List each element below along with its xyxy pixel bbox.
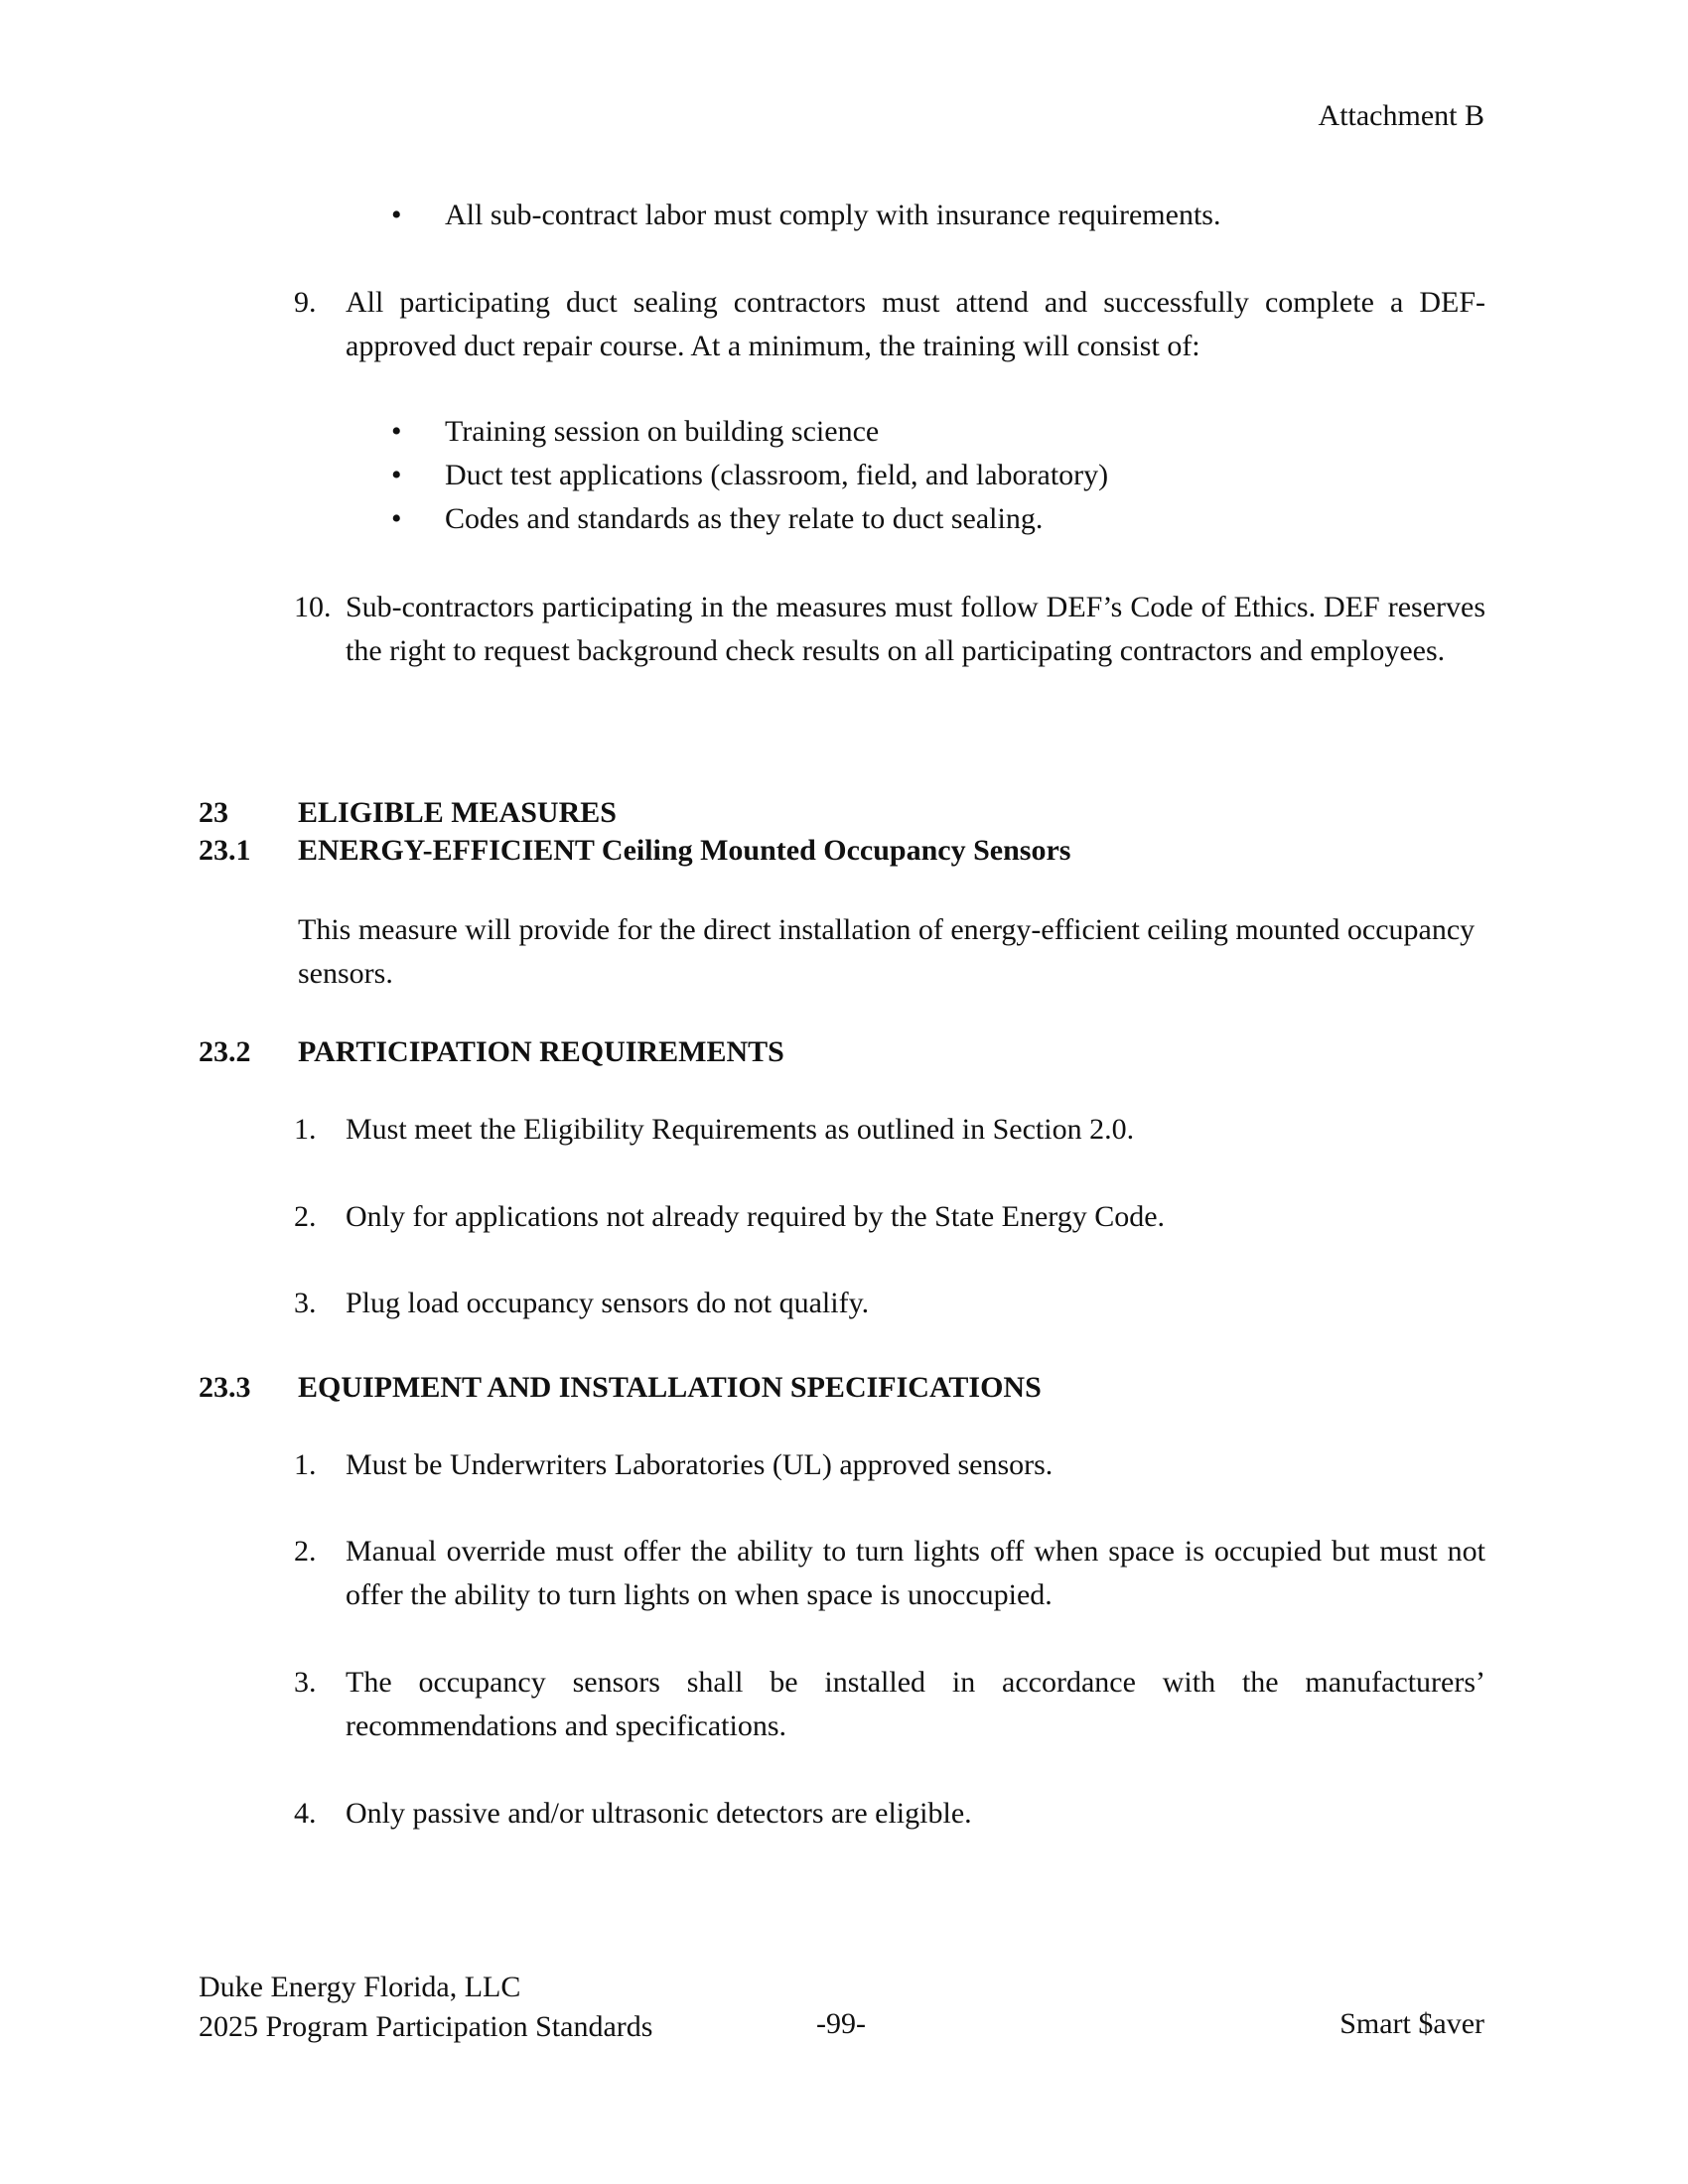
section-title: EQUIPMENT AND INSTALLATION SPECIFICATIONS [298,1371,1042,1404]
item-number: 9. [294,286,317,319]
bullet-icon: • [391,199,402,231]
section-title: ENERGY-EFFICIENT Ceiling Mounted Occupancy Sensors [298,834,1071,867]
item-text: All participating duct sealing contractors must attend and successfully complete a DEF-approved duct repair course. At a minimum, the training will consist of: [346,286,1485,362]
section-paragraph: This measure will provide for the direct installation of energy-efficient ceiling mounted occupancy sensors. [298,913,1476,990]
footer-left [199,1968,652,2047]
item-text: Plug load occupancy sensors do not qualify. [346,1287,870,1319]
item-number: 1. [294,1113,317,1146]
item-number: 3. [294,1287,317,1319]
bullet-text: All sub-contract labor must comply with insurance requirements. [445,199,1221,231]
footer-program: Smart $aver [1339,2007,1484,2040]
bullet-text: Codes and standards as they relate to duct sealing. [445,502,1044,535]
section-number: 23.2 [199,1035,251,1068]
bullet-icon: • [391,459,402,491]
footer-doc-title: 2025 Program Participation Standards [199,2010,653,2043]
item-number: 4. [294,1797,317,1830]
bullet-icon: • [391,415,402,448]
item-text: Must be Underwriters Laboratories (UL) approved sensors. [346,1448,1054,1481]
attachment-label: Attachment B [1318,99,1484,132]
footer-company: Duke Energy Florida, LLC [199,1971,521,2003]
section-title: ELIGIBLE MEASURES [298,796,617,829]
item-text: Must meet the Eligibility Requirements as outlined in Section 2.0. [346,1113,1135,1146]
item-text: Only for applications not already required by the State Energy Code. [346,1200,1166,1233]
item-number: 10. [294,591,332,623]
item-number: 3. [294,1666,317,1699]
item-number: 1. [294,1448,317,1481]
item-text: Only passive and/or ultrasonic detectors are eligible. [346,1797,972,1830]
section-title: PARTICIPATION REQUIREMENTS [298,1035,784,1068]
bullet-icon: • [391,502,402,535]
section-number: 23 [199,796,228,829]
section-number: 23.1 [199,834,251,867]
item-text: The occupancy sensors shall be installed in accordance with the manufacturers’ recommendations and specifications. [346,1666,1485,1742]
bullet-text: Training session on building science [445,415,880,448]
item-number: 2. [294,1535,317,1568]
item-text: Sub-contractors participating in the measures must follow DEF’s Code of Ethics. DEF reserves the right to request background check results on all participating contractors and employees. [346,591,1485,667]
item-number: 2. [294,1200,317,1233]
section-number: 23.3 [199,1371,251,1404]
page-number: -99- [816,2007,866,2040]
bullet-text: Duct test applications (classroom, field, and laboratory) [445,459,1109,491]
item-text: Manual override must offer the ability to turn lights off when space is occupied but must not offer the ability to turn lights on when space is unoccupied. [346,1535,1485,1611]
